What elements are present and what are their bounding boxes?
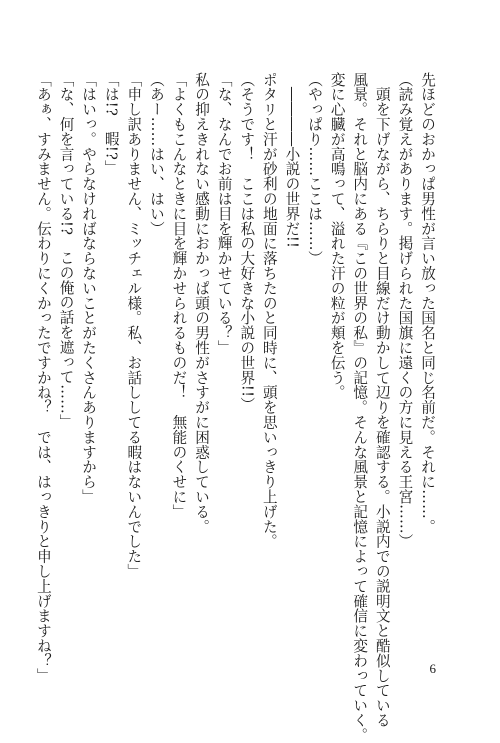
text-line: 「あぁ、すみません。伝わりにくかったですかね？ では、はっきりと申し上げますね？」 — [34, 72, 52, 683]
text-line: 私の抑えきれない感動におかっぱ頭の男性がさすがに困惑している。 — [193, 72, 211, 534]
text-line: ――――小説の世界だ!! — [283, 72, 301, 249]
text-line: 先ほどのおかっぱ男性が言い放った国名と同じ名前だ。それに……。 — [419, 72, 436, 534]
text-line: ポタリと汗が砂利の地面に落ちたのと同時に、頭を思いっきり上げた。 — [260, 72, 278, 549]
text-line: 「は!? 暇!?」 — [102, 72, 120, 176]
text-line: （読み覚えがあります。掲げられた国旗に遠くの方に見える王宮……） — [396, 72, 414, 549]
body-text — [34, 72, 438, 743]
text-line: 変に心臓が高鳴って、溢れた汗の粒が頬を伝う。 — [328, 72, 346, 400]
text-line: 「申し訳ありません、ミッチェル様。私、お話ししてる暇はないんでした」 — [125, 72, 143, 579]
text-line: （そうです！ ここは私の大好きな小説の世界!!） — [238, 72, 256, 413]
text-line: 「な、何を言っている!? この俺の話を遮って……」 — [57, 72, 75, 429]
page-number: 6 — [429, 661, 436, 676]
text-line: 風景。それと脳内にある『この世界の私』の記憶。そんな風景と記憶によって確信に変わっていく。 — [351, 72, 369, 743]
text-line: 「よくもこんなときに目を輝かせられるものだ！ 無能のくせに」 — [170, 72, 188, 519]
text-line: （あー……はい、はい） — [147, 72, 165, 236]
text-line: 「はいっ。やらなければならないことがたくさんありますから」 — [80, 72, 98, 505]
text-line: （やっぱり……ここは……） — [306, 72, 324, 266]
text-line: 「な、なんでお前は目を輝かせている？」 — [215, 72, 233, 356]
text-line: 頭を下げながら、ちらりと目線だけ動かして辺りを確認する。小説内での説明文と酷似している — [373, 72, 391, 728]
